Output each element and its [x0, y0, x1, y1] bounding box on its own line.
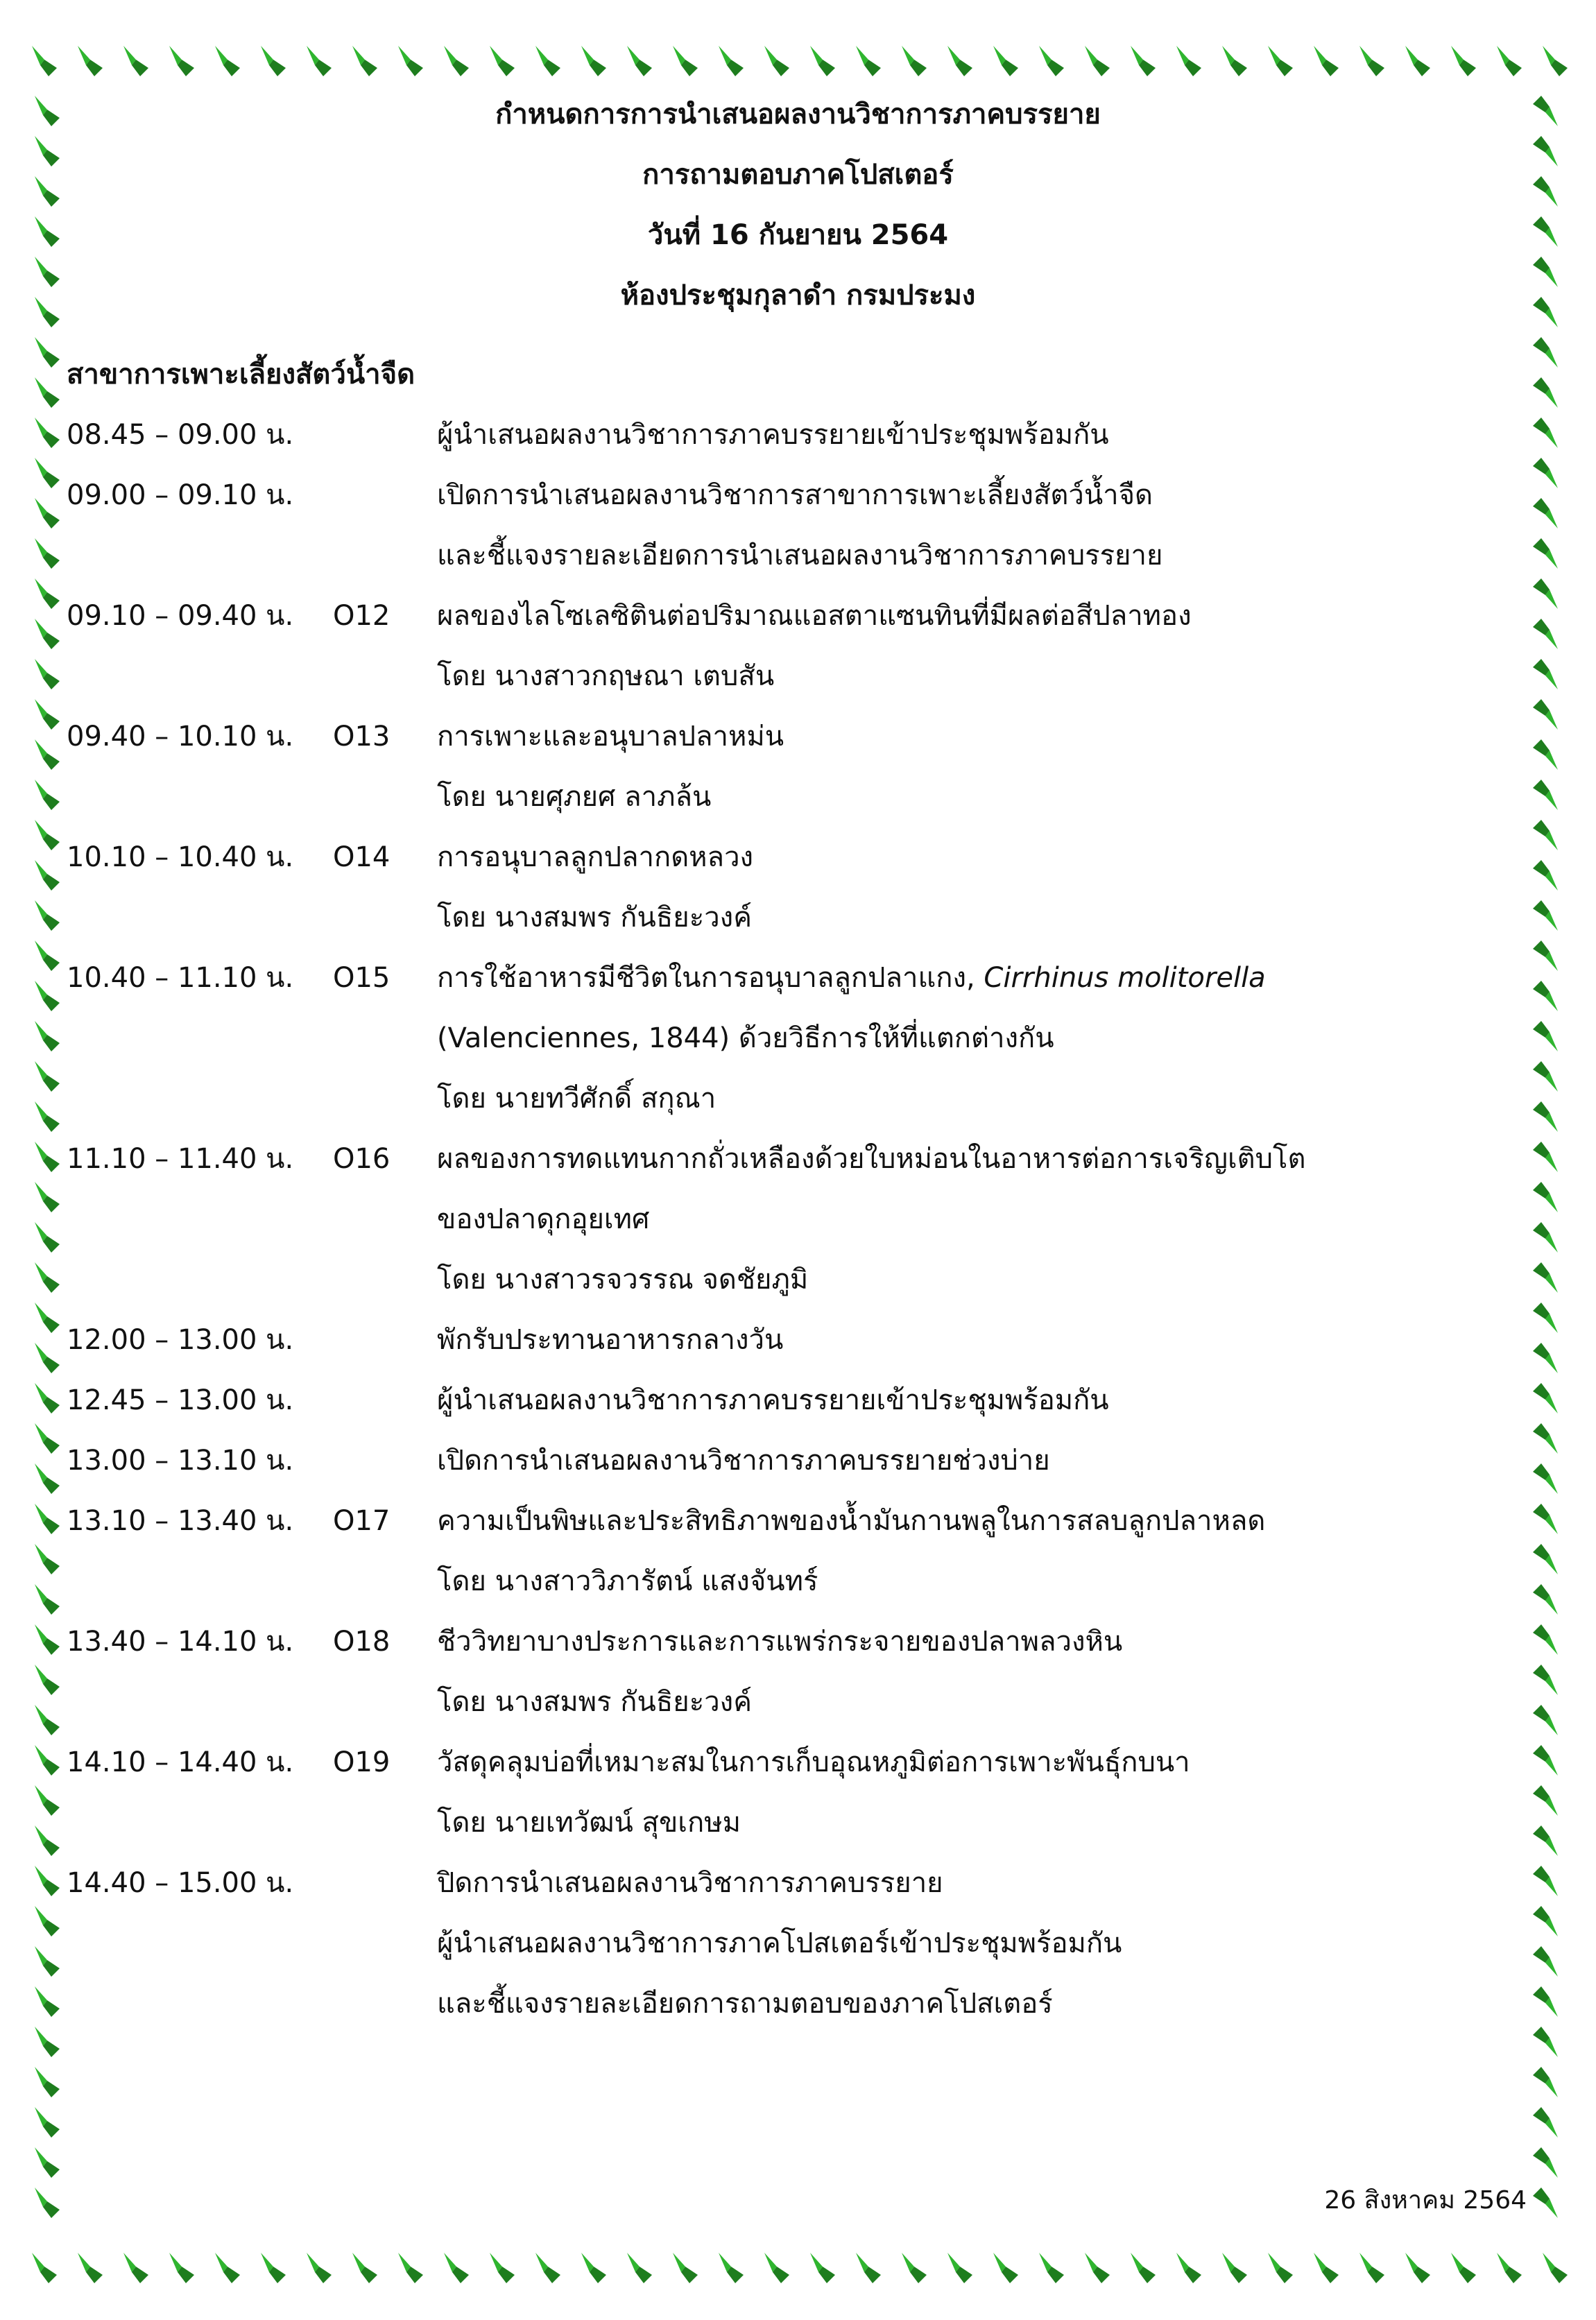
scientific-name: Cirrhinus molitorella [984, 962, 1266, 994]
presentation-code: O18 [333, 1626, 391, 1658]
schedule-time: 13.00 – 13.10 น. [67, 1445, 294, 1477]
schedule-row [67, 1443, 1495, 1504]
schedule-row [67, 1383, 1495, 1443]
description-text: โดย นางสาววิภารัตน์ แสงจันทร์ [437, 1565, 818, 1597]
schedule-row [67, 961, 1495, 1142]
description-text: การอนุบาลลูกปลากดหลวง [437, 841, 754, 873]
description-text: ความเป็นพิษและประสิทธิภาพของน้ำมันกานพลูในการสลบลูกปลาหลด [437, 1505, 1266, 1537]
schedule-time: 08.45 – 09.00 น. [67, 419, 294, 451]
schedule-description [437, 538, 1162, 573]
description-text: ผู้นำเสนอผลงานวิชาการภาคบรรยายเข้าประชุมพร้อมกัน [437, 1384, 1109, 1416]
schedule-description [437, 1021, 1054, 1056]
description-text: ชีววิทยาบางประการและการแพร่กระจายของปลาพลวงหิน [437, 1626, 1123, 1658]
description-text: ปิดการนำเสนอผลงานวิชาการภาคบรรยาย [437, 1867, 943, 1899]
description-text: โดย นายทวีศักดิ์ สกุณา [437, 1083, 717, 1115]
schedule-time: 14.10 – 14.40 น. [67, 1746, 294, 1778]
description-text: ผลของไลโซเลซิตินต่อปริมาณแอสตาแซนทินที่มีผลต่อสีปลาทอง [437, 600, 1192, 632]
title-line-1: กำหนดการการนำเสนอผลงานวิชาการภาคบรรยาย [495, 98, 1101, 130]
schedule-description [437, 1624, 1122, 1659]
schedule-description [437, 1926, 1122, 1961]
schedule-time: 13.40 – 14.10 น. [67, 1626, 294, 1658]
description-text: และชี้แจงรายละเอียดการถามตอบของภาคโปสเตอร์ [437, 1988, 1053, 2020]
description-text: วัสดุคลุมบ่อที่เหมาะสมในการเก็บอุณหภูมิต่อการเพาะพันธุ์กบนา [437, 1746, 1190, 1778]
schedule-description [437, 1323, 783, 1357]
description-text: โดย นางสมพร กันธิยะวงค์ [437, 1686, 752, 1718]
schedule-time: 12.00 – 13.00 น. [67, 1324, 294, 1356]
schedule-time: 09.00 – 09.10 น. [67, 479, 294, 511]
schedule-description [437, 1443, 1050, 1478]
schedule-row [67, 1866, 1495, 2047]
presentation-code: O19 [333, 1746, 391, 1778]
description-text: เปิดการนำเสนอผลงานวิชาการภาคบรรยายช่วงบ่าย [437, 1445, 1050, 1477]
description-text: ผู้นำเสนอผลงานวิชาการภาคโปสเตอร์เข้าประชุมพร้อมกัน [437, 1927, 1122, 1959]
presentation-code: O15 [333, 962, 391, 994]
schedule-row [67, 1142, 1495, 1323]
description-text: ผู้นำเสนอผลงานวิชาการภาคบรรยายเข้าประชุมพร้อมกัน [437, 419, 1109, 451]
schedule-row [67, 1323, 1495, 1383]
schedule-description [437, 1383, 1109, 1418]
presentation-code: O16 [333, 1143, 391, 1175]
schedule-description [437, 1142, 1305, 1176]
description-text: (Valenciennes, 1844) ด้วยวิธีการให้ที่แตกต่างกัน [437, 1022, 1054, 1054]
title-date: วันที่ 16 กันยายน 2564 [647, 219, 949, 251]
schedule-time: 10.40 – 11.10 น. [67, 962, 294, 994]
schedule-row [67, 840, 1495, 961]
schedule-description [437, 599, 1192, 633]
description-text: โดย นางสาวรจวรรณ จดชัยภูมิ [437, 1264, 809, 1296]
presenter-name [437, 1564, 818, 1599]
presenter-name [437, 900, 752, 935]
title-line-2: การถามตอบภาคโปสเตอร์ [642, 159, 954, 191]
schedule-time: 14.40 – 15.00 น. [67, 1867, 294, 1899]
schedule-row [67, 418, 1495, 478]
schedule-row [67, 478, 1495, 599]
schedule-row [67, 719, 1495, 840]
schedule-description [437, 1986, 1053, 2021]
document-date: 26 สิงหาคม 2564 [1324, 2186, 1527, 2215]
description-text: การใช้อาหารมีชีวิตในการอนุบาลลูกปลาแกง, [437, 962, 975, 994]
description-text: โดย นายเทวัฒน์ สุขเกษม [437, 1807, 741, 1839]
schedule-row [67, 1504, 1495, 1624]
schedule-description [437, 840, 753, 875]
schedule-description [437, 719, 784, 754]
presentation-code: O17 [333, 1505, 391, 1537]
schedule-time: 09.10 – 09.40 น. [67, 600, 294, 632]
description-text: โดย นางสมพร กันธิยะวงค์ [437, 902, 752, 934]
description-text: และชี้แจงรายละเอียดการนำเสนอผลงานวิชาการภาคบรรยาย [437, 540, 1163, 572]
presenter-name [437, 1081, 716, 1116]
description-text: การเพาะและอนุบาลปลาหม่น [437, 721, 784, 753]
presenter-name [437, 1805, 741, 1840]
presenter-name [437, 659, 774, 694]
description-text: ของปลาดุกอุยเทศ [437, 1203, 650, 1235]
schedule-row [67, 1745, 1495, 1866]
schedule-description [437, 961, 1266, 995]
schedule-time: 10.10 – 10.40 น. [67, 841, 294, 873]
presentation-code: O13 [333, 721, 391, 753]
schedule-row [67, 599, 1495, 719]
schedule-description [437, 1745, 1190, 1780]
section-title: สาขาการเพาะเลี้ยงสัตว์น้ำจืด [67, 359, 415, 390]
presentation-code: O12 [333, 600, 391, 632]
description-text: ผลของการทดแทนกากถั่วเหลืองด้วยใบหม่อนในอาหารต่อการเจริญเติบโต [437, 1143, 1306, 1175]
title-venue: ห้องประชุมกุลาดำ กรมประมง [620, 280, 976, 311]
schedule-time: 12.45 – 13.00 น. [67, 1384, 294, 1416]
schedule-row [67, 1624, 1495, 1745]
description-text: โดย นายศุภยศ ลาภล้น [437, 781, 712, 813]
schedule-time: 09.40 – 10.10 น. [67, 721, 294, 753]
presenter-name [437, 780, 711, 814]
schedule-time: 13.10 – 13.40 น. [67, 1505, 294, 1537]
presentation-code: O14 [333, 841, 391, 873]
description-text: พักรับประทานอาหารกลางวัน [437, 1324, 784, 1356]
schedule-description [437, 1866, 943, 1900]
description-text: เปิดการนำเสนอผลงานวิชาการสาขาการเพาะเลี้ยงสัตว์น้ำจืด [437, 479, 1153, 511]
schedule-description [437, 1504, 1265, 1538]
schedule-description [437, 418, 1109, 452]
schedule-description [437, 478, 1153, 513]
schedule-time: 11.10 – 11.40 น. [67, 1143, 294, 1175]
schedule-description [437, 1202, 649, 1237]
presenter-name [437, 1262, 808, 1297]
description-text: โดย นางสาวกฤษณา เตบสัน [437, 660, 775, 692]
presenter-name [437, 1685, 752, 1719]
